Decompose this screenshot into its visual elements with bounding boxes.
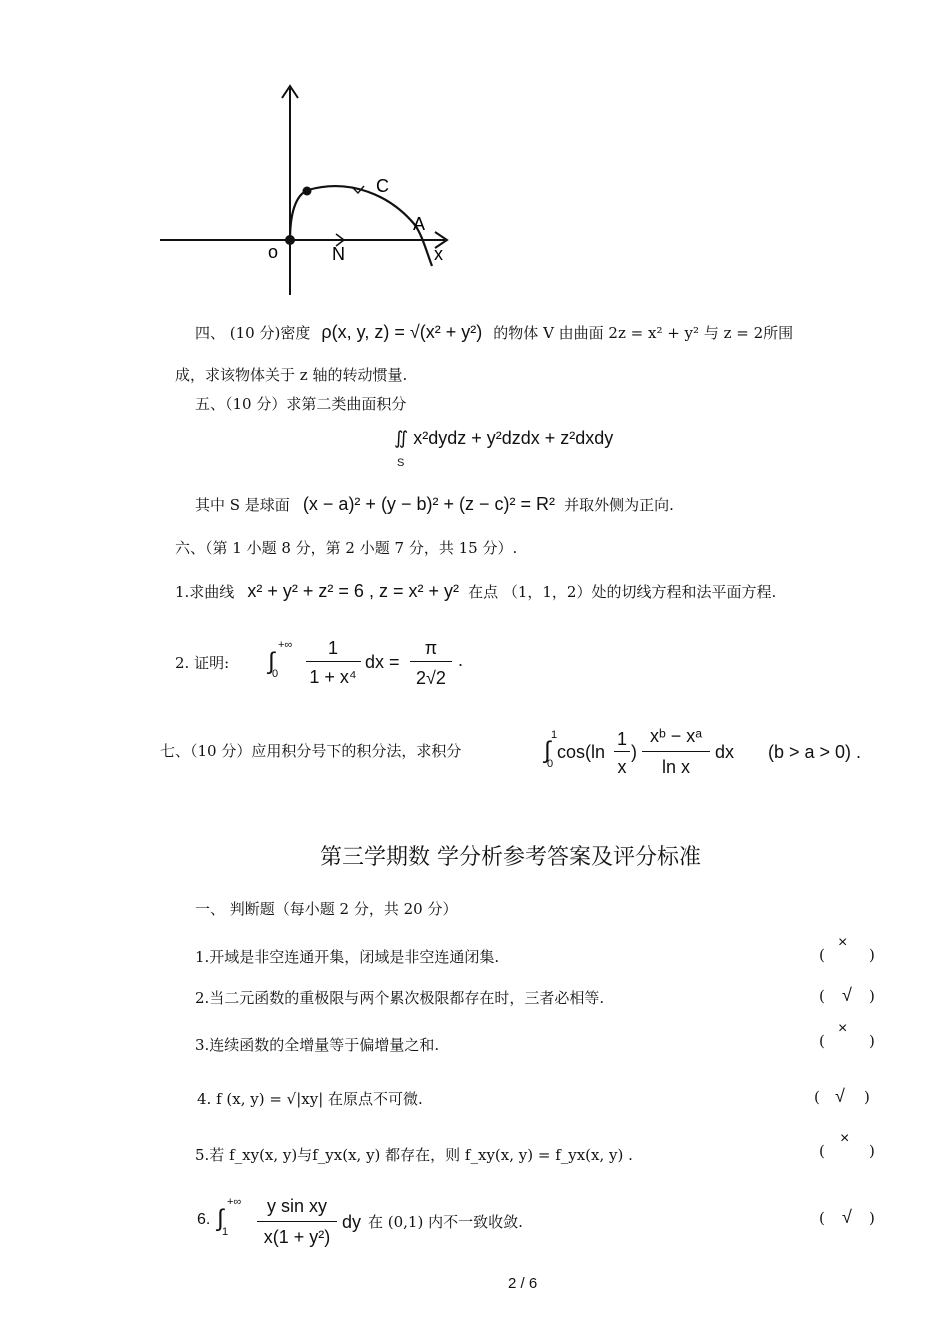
q5-title: 五、（10 分）求第二类曲面积分 bbox=[195, 395, 407, 413]
paren-open: ( bbox=[819, 946, 825, 964]
answer-item-6-lower: 1 bbox=[222, 1226, 229, 1238]
answer-item-2: 2.当二元函数的重极限与两个累次极限都存在时，三者必相等. bbox=[195, 989, 605, 1007]
q5-sphere: (x − a)² + (y − b)² + (z − c)² = R² bbox=[302, 494, 555, 514]
label-x: x bbox=[434, 244, 443, 264]
answers-title: 第三学期数 学分析参考答案及评分标准 bbox=[320, 845, 701, 870]
q6-part1 bbox=[175, 581, 776, 602]
curve-figure bbox=[150, 80, 470, 300]
cross-mark-icon: × bbox=[840, 1130, 850, 1147]
answer-item-4: 4. f (x, y) = √|xy| 在原点不可微. bbox=[197, 1090, 423, 1108]
q5-integral-sub: S bbox=[397, 457, 405, 469]
paren-close: ) bbox=[869, 1032, 875, 1050]
answer-item-6-bar bbox=[257, 1221, 337, 1222]
paren-open: ( bbox=[819, 1209, 825, 1227]
paren-close: ) bbox=[869, 946, 875, 964]
answer-item-6-prefix: 6. bbox=[197, 1211, 211, 1228]
q7-cos: cos(ln bbox=[557, 742, 606, 762]
cross-mark-icon: × bbox=[838, 934, 848, 951]
label-n: N bbox=[332, 244, 345, 264]
answers-section-heading: 一、 判断题（每小题 2 分，共 20 分） bbox=[195, 900, 458, 918]
q7-frac1-bar bbox=[614, 751, 630, 752]
q5-cond-prefix: 其中 S 是球面 bbox=[195, 496, 290, 514]
q7-dx: dx bbox=[715, 742, 735, 762]
q4-body: 的物体 V 由曲面 2z = x² + y² 与 z = 2所围 bbox=[493, 324, 794, 342]
q6-p2-den: 1 + x⁴ bbox=[309, 667, 357, 687]
q7-frac1-den: x bbox=[617, 757, 627, 777]
curve-c bbox=[290, 186, 432, 266]
q7-lower: 0 bbox=[547, 758, 554, 770]
q4-line1 bbox=[195, 322, 793, 343]
q5-cond-suffix: 并取外侧为正向. bbox=[564, 496, 674, 514]
q6-p1-eq: x² + y² + z² = 6 , z = x² + y² bbox=[247, 581, 459, 601]
paren-open: ( bbox=[819, 1142, 825, 1160]
q6-p1-prefix: 1.求曲线 bbox=[175, 583, 235, 601]
q4-prefix: 四、 (10 分)密度 bbox=[195, 324, 311, 342]
q6-p2-dx: dx = bbox=[365, 652, 400, 672]
paren-close: ) bbox=[869, 987, 875, 1005]
origin-point bbox=[285, 235, 295, 245]
q6-p1-suffix: 在点 （1，1，2）处的切线方程和法平面方程. bbox=[468, 583, 777, 601]
q6-p2-upper: +∞ bbox=[278, 639, 293, 651]
q7-frac1-num: 1 bbox=[616, 729, 627, 749]
q7-frac2-num: xᵇ − xᵃ bbox=[649, 726, 702, 746]
q6-p2-num: 1 bbox=[327, 638, 338, 658]
q6-p2-integral-sign: ∫ bbox=[268, 648, 275, 675]
cross-mark-icon: × bbox=[838, 1020, 848, 1037]
check-mark-icon: √ bbox=[842, 1207, 852, 1227]
start-point bbox=[303, 187, 312, 196]
paren-open: ( bbox=[814, 1088, 820, 1106]
q6-p2-lower: 0 bbox=[272, 668, 279, 680]
answer-item-3: 3.连续函数的全增量等于偏增量之和. bbox=[195, 1036, 440, 1054]
q6-title: 六、（第 1 小题 8 分，第 2 小题 7 分，共 15 分）. bbox=[175, 539, 518, 557]
q7-integral-sign: ∫ bbox=[544, 737, 551, 764]
label-c: C bbox=[376, 176, 389, 196]
answer-item-6-upper: +∞ bbox=[227, 1196, 242, 1208]
label-o: o bbox=[268, 242, 279, 262]
q7-upper: 1 bbox=[551, 729, 558, 741]
q6-p2-rden: 2√2 bbox=[416, 668, 446, 688]
label-a: A bbox=[413, 214, 426, 234]
q6-p2-bar bbox=[306, 661, 361, 662]
q7-frac2-den: ln x bbox=[661, 757, 690, 777]
q4-density: ρ(x, y, z) = √(x² + y²) bbox=[321, 322, 483, 342]
answer-item-6-den: x(1 + y²) bbox=[263, 1227, 331, 1247]
q7-prefix: 七、（10 分）应用积分号下的积分法，求积分 bbox=[160, 742, 462, 760]
q6-p2-rbar bbox=[410, 661, 452, 662]
q5-integral: ∬ x²dydz + y²dzdx + z²dxdy bbox=[394, 428, 614, 448]
answer-item-6-num: y sin xy bbox=[266, 1196, 327, 1216]
q7-frac2-bar bbox=[642, 751, 710, 752]
paren-open: ( bbox=[819, 987, 825, 1005]
paren-open: ( bbox=[819, 1032, 825, 1050]
answer-item-6-integral-sign: ∫ bbox=[217, 1205, 224, 1232]
q6-p2-rnum: π bbox=[424, 638, 438, 658]
answer-item-1: 1.开域是非空连通开集，闭域是非空连通闭集. bbox=[195, 948, 500, 966]
answer-item-6-dy: dy bbox=[342, 1212, 362, 1232]
q6-p2-end: . bbox=[458, 650, 464, 670]
q4-line2: 成，求该物体关于 z 轴的转动惯量. bbox=[175, 366, 408, 384]
paren-close: ) bbox=[869, 1142, 875, 1160]
q7-close: ) bbox=[631, 742, 637, 762]
answer-item-5: 5.若 f_xy(x, y)与f_yx(x, y) 都存在，则 f_xy(x, y) = f_yx(x, y) . bbox=[195, 1146, 633, 1164]
paren-close: ) bbox=[869, 1209, 875, 1227]
q7-cond: (b > a > 0) . bbox=[768, 742, 862, 762]
check-mark-icon: √ bbox=[835, 1086, 845, 1106]
paren-close: ) bbox=[864, 1088, 870, 1106]
answer-item-6-suffix: 在 (0,1) 内不一致收敛. bbox=[368, 1213, 523, 1231]
q5-condition bbox=[195, 494, 674, 515]
q6-p2-prefix: 2. 证明: bbox=[175, 654, 230, 672]
page-number: 2 / 6 bbox=[508, 1275, 538, 1292]
check-mark-icon: √ bbox=[842, 985, 852, 1005]
